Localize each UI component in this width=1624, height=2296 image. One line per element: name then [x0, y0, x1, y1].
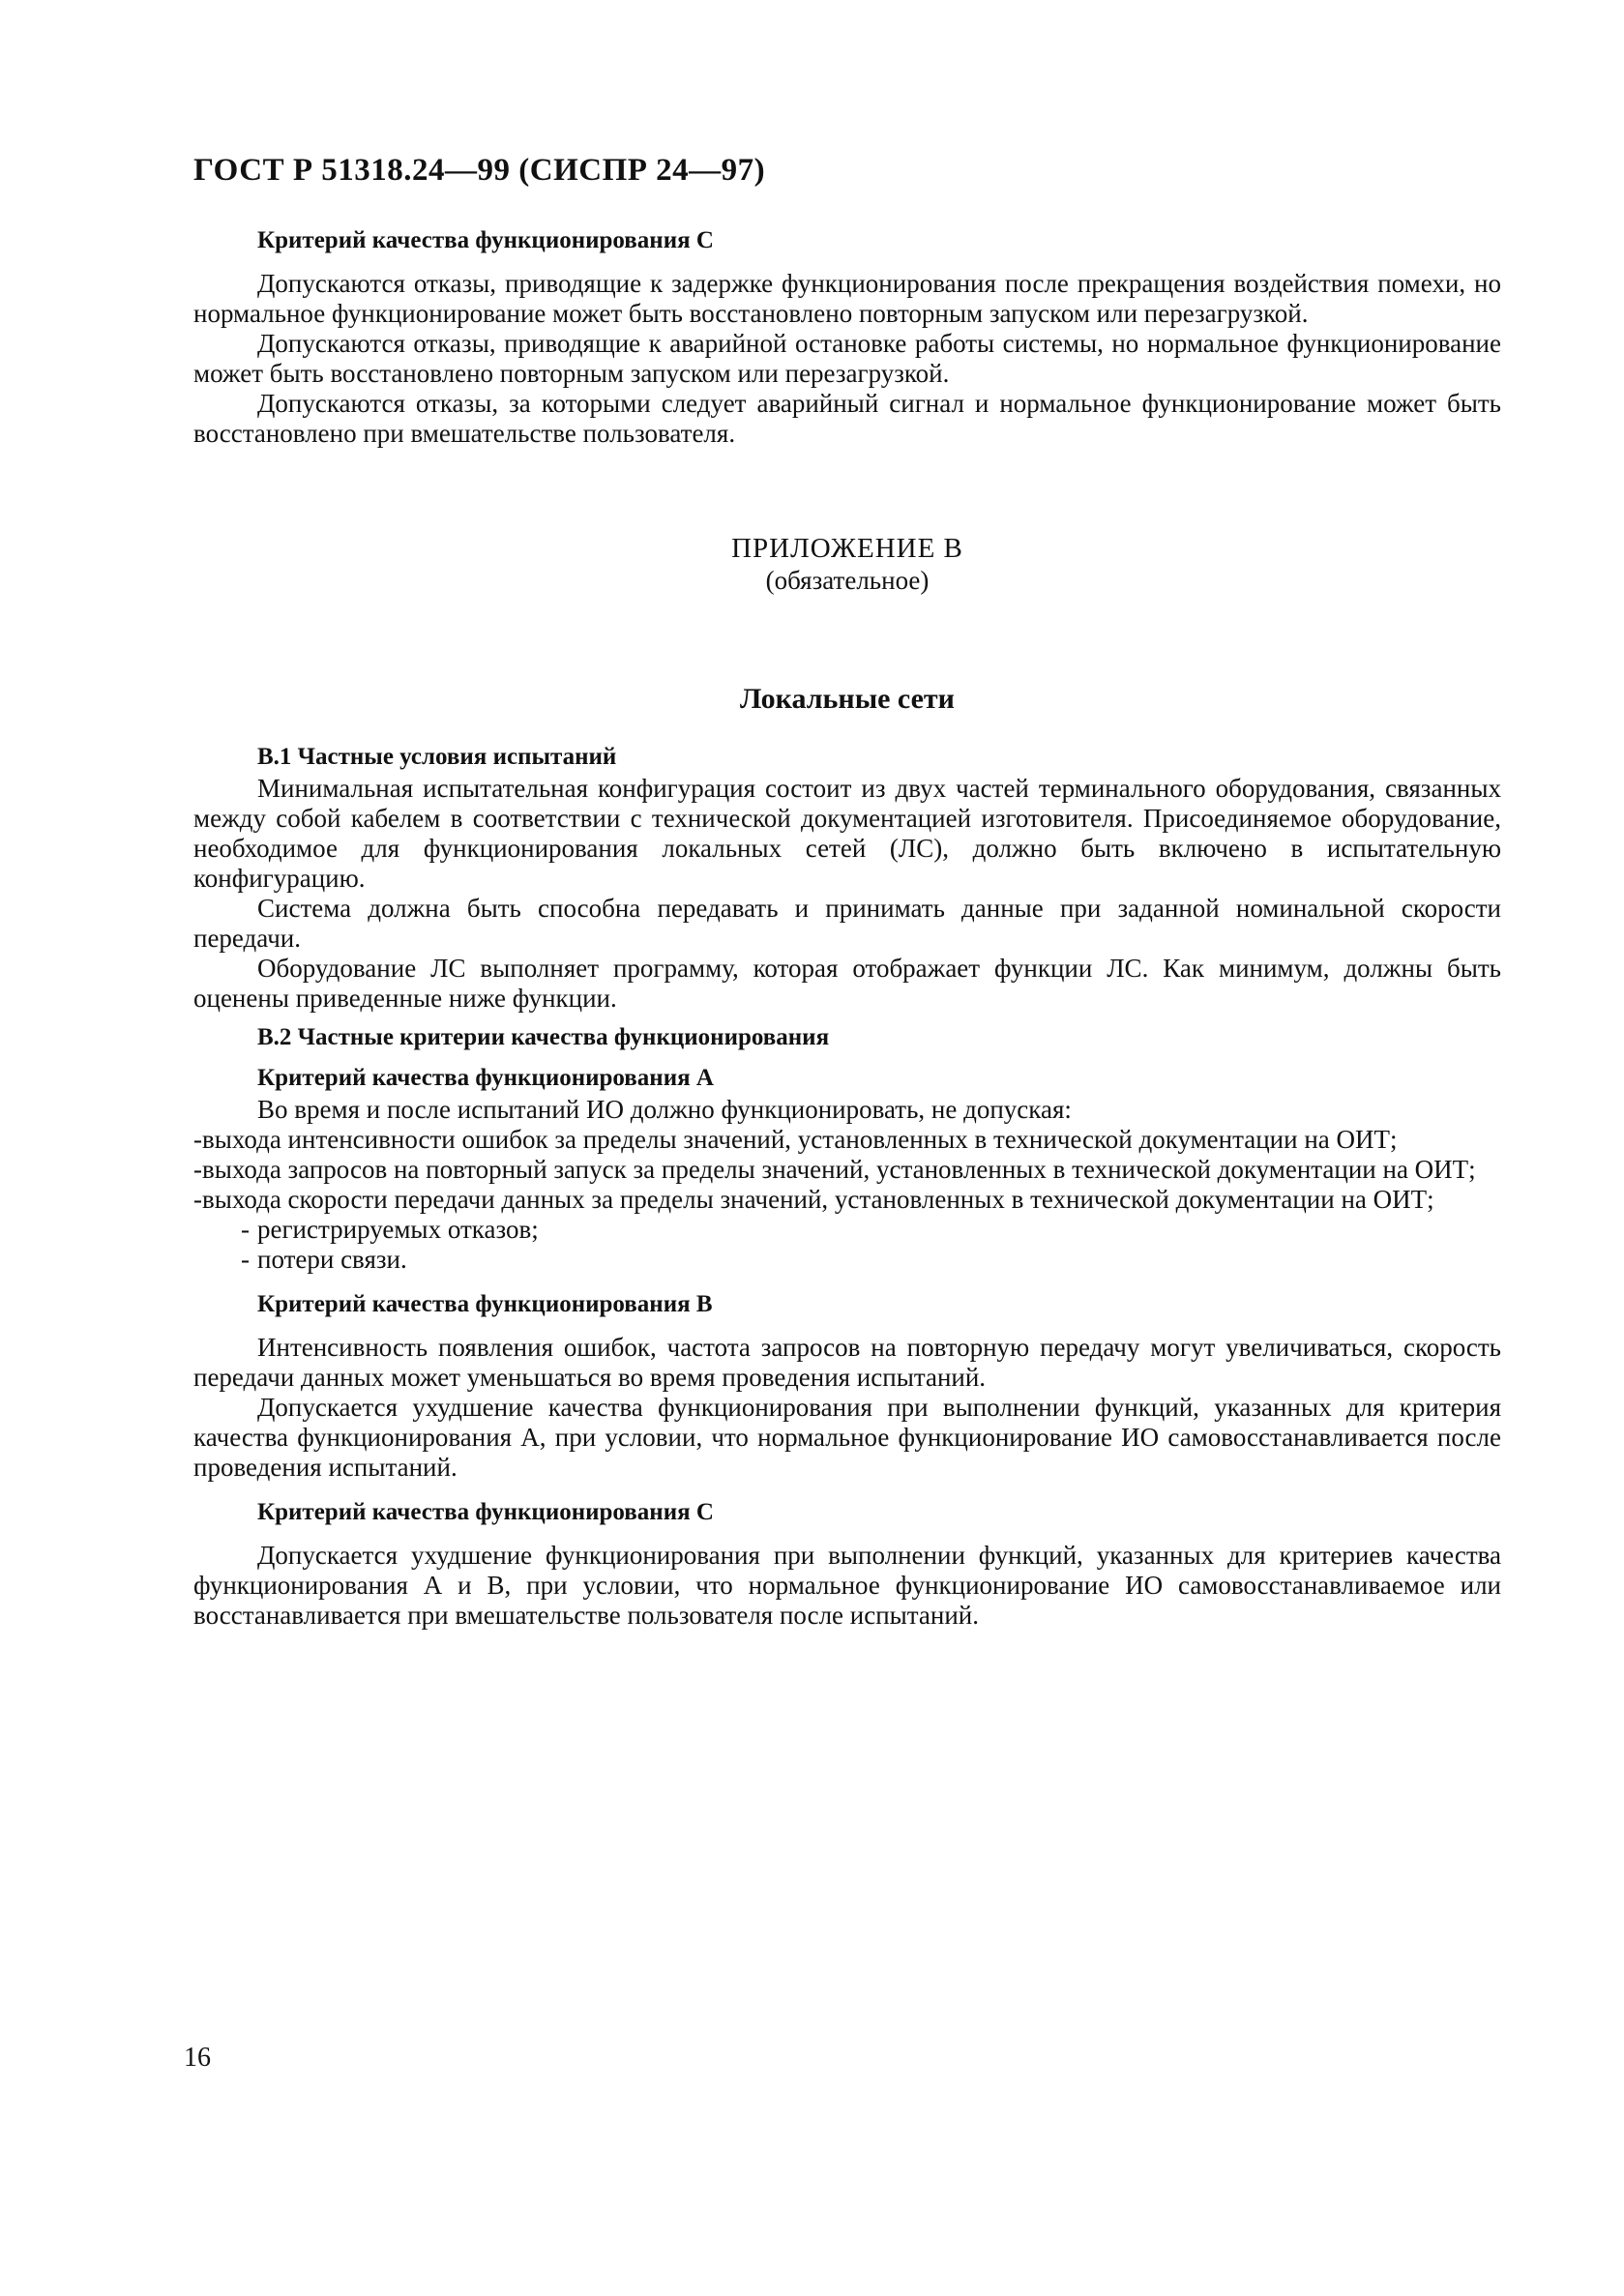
criterion-c-paragraph: Допускается ухудшение функционирования при выполнении функций, указанных для критериев качества функционирования А и В, при условии, что нормальное функционирование ИО самовосстанавливаемое или восстанавливается при вмешательстве пользователя после испытаний. [193, 1541, 1501, 1630]
criterion-a-list-item: -выхода запросов на повторный запуск за пределы значений, установленных в технической документации на ОИТ; [193, 1155, 1476, 1184]
section-b1-paragraph: Система должна быть способна передавать и принимать данные при заданной номинальной скорости передачи. [193, 894, 1501, 953]
criterion-a-intro: Во время и после испытаний ИО должно функционировать, не допуская: [257, 1095, 1072, 1124]
criterion-a-list-item: - регистрируемых отказов; [193, 1215, 1501, 1245]
criterion-a-heading: Критерий качества функционирования А [257, 1065, 714, 1091]
criterion-a-list-item: -выхода интенсивности ошибок за пределы значений, установленных в технической документации на ОИТ; [193, 1125, 1398, 1154]
appendix-subtitle: (обязательное) [765, 566, 930, 595]
section-b1-paragraph: Оборудование ЛС выполняет программу, которая отображает функции ЛС. Как минимум, должны быть оценены приведенные ниже функции. [193, 954, 1501, 1013]
section-b1-paragraph: Минимальная испытательная конфигурация состоит из двух частей терминального оборудования, связанных между собой кабелем в соответствии с технической документацией изготовителя. Присоединяемое оборудование, необходимое для функционирования локальных сетей (ЛС), должно быть включено в испытательную конфигурацию. [193, 774, 1501, 893]
top-criterion-c-paragraph: Допускаются отказы, приводящие к задержке функционирования после прекращения воздействия помехи, но нормальное функционирование может быть восстановлено повторным запуском или перезагрузкой. [193, 269, 1501, 328]
list-dash: - [241, 1215, 250, 1244]
section-b1-heading: В.1 Частные условия испытаний [257, 744, 617, 770]
top-criterion-c-paragraph: Допускаются отказы, за которыми следует аварийный сигнал и нормальное функционирование может быть восстановлено при вмешательстве пользователя. [193, 389, 1501, 448]
document-header: ГОСТ Р 51318.24—99 (СИСПР 24—97) [193, 153, 766, 188]
top-criterion-c-section [193, 224, 1501, 449]
appendix-title: ПРИЛОЖЕНИЕ В [731, 533, 963, 564]
criterion-a-list-item: -выхода скорости передачи данных за пределы значений, установленных в технической документации на ОИТ; [193, 1185, 1434, 1214]
appendix-section-title: Локальные сети [740, 683, 955, 715]
section-b2-heading: В.2 Частные критерии качества функционирования [257, 1024, 830, 1050]
list-dash: - [193, 1185, 202, 1214]
criterion-a-list-item: - потери связи. [193, 1245, 1501, 1275]
list-dash: - [193, 1125, 202, 1154]
list-dash: - [241, 1245, 250, 1274]
section-b1 [193, 741, 1501, 1014]
criterion-b-heading: Критерий качества функционирования В [257, 1291, 713, 1317]
page-number: 16 [184, 2043, 211, 2073]
top-criterion-c-paragraph: Допускаются отказы, приводящие к аварийной остановке работы системы, но нормальное функционирование может быть восстановлено повторным запуском или перезагрузкой. [193, 329, 1501, 388]
criterion-b-paragraph: Интенсивность появления ошибок, частота запросов на повторную передачу могут увеличиваться, скорость передачи данных может уменьшаться во время проведения испытаний. [193, 1333, 1501, 1392]
criterion-c-heading: Критерий качества функционирования С [257, 1499, 714, 1525]
section-b2 [193, 1021, 1501, 1631]
appendix-heading [193, 532, 1501, 596]
top-criterion-c-heading: Критерий качества функционирования С [257, 227, 714, 253]
list-dash: - [193, 1155, 202, 1184]
criterion-b-paragraph: Допускается ухудшение качества функционирования при выполнении функций, указанных для критерия качества функционирования А, при условии, что нормальное функционирование ИО самовосстанавливается после проведения испытаний. [193, 1393, 1501, 1482]
